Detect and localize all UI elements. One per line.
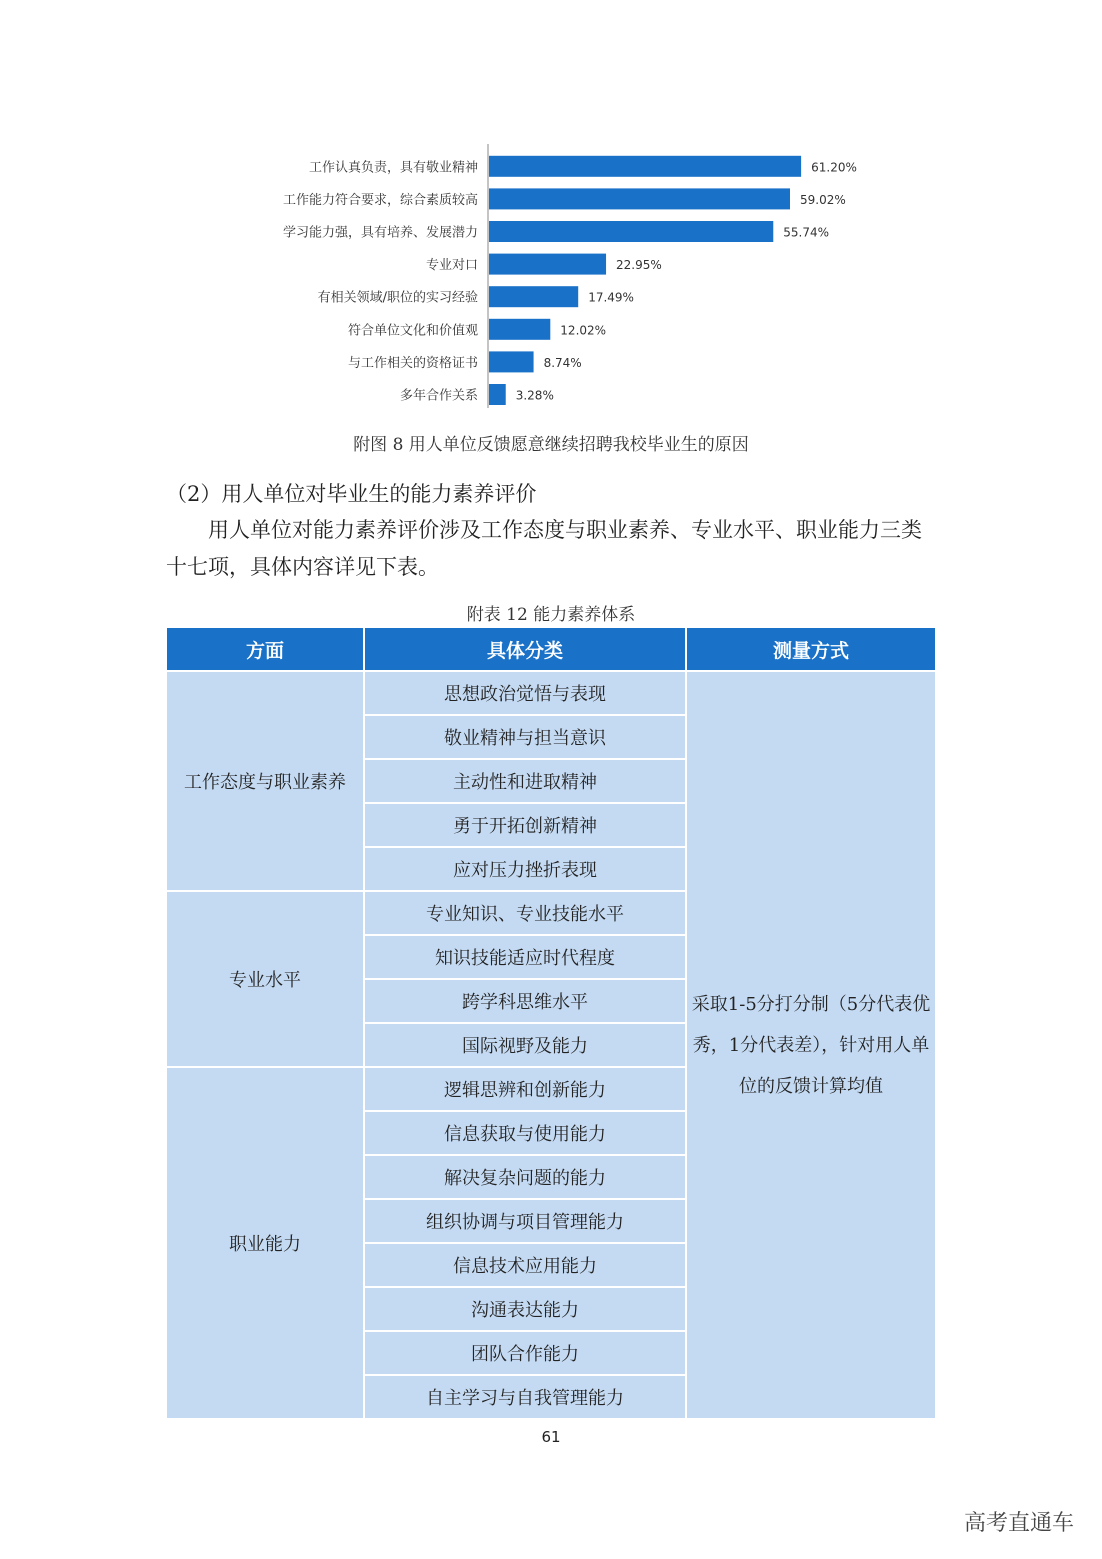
bar	[489, 221, 773, 242]
value-label: 55.74%	[783, 225, 830, 240]
table-header-row	[167, 628, 935, 670]
category-cell: 信息获取与使用能力	[365, 1112, 685, 1154]
value-label: 12.02%	[560, 323, 607, 338]
category-cell: 敬业精神与担当意识	[365, 716, 685, 758]
bar	[489, 351, 534, 372]
table-row	[167, 672, 935, 714]
category-cell: 跨学科思维水平	[365, 980, 685, 1022]
category-label: 专业对口	[425, 258, 478, 274]
aspect-cell: 工作态度与职业素养	[167, 672, 363, 890]
category-label: 与工作相关的资格证书	[347, 355, 478, 371]
category-label: 学习能力强，具有培养、发展潜力	[282, 225, 478, 241]
category-cell: 主动性和进取精神	[365, 760, 685, 802]
reasons-bar-chart	[180, 140, 880, 415]
category-cell: 信息技术应用能力	[365, 1244, 685, 1286]
category-cell: 逻辑思辨和创新能力	[365, 1068, 685, 1110]
category-label: 多年合作关系	[399, 388, 478, 404]
category-cell: 团队合作能力	[365, 1332, 685, 1374]
category-cell: 思想政治觉悟与表现	[365, 672, 685, 714]
category-cell: 自主学习与自我管理能力	[365, 1376, 685, 1418]
bar	[489, 188, 790, 209]
value-label: 59.02%	[800, 192, 846, 207]
aspect-cell: 职业能力	[167, 1068, 363, 1418]
value-label: 22.95%	[616, 258, 662, 273]
category-cell: 应对压力挫折表现	[365, 848, 685, 890]
bar	[489, 384, 506, 405]
body-paragraph: 用人单位对能力素养评价涉及工作态度与职业素养、专业水平、职业能力三类十七项，具体内容详见下表。	[166, 518, 922, 579]
bar	[489, 254, 606, 275]
aspect-cell: 专业水平	[167, 892, 363, 1066]
table-caption: 附表 12 能力素养体系	[466, 605, 636, 625]
category-cell: 国际视野及能力	[365, 1024, 685, 1066]
value-label: 3.28%	[515, 388, 554, 403]
method-cell: 采取1-5分打分制（5分代表优秀，1分代表差），针对用人单位的反馈计算均值	[687, 672, 935, 1418]
ability-table	[165, 626, 937, 1420]
header-category: 具体分类	[365, 628, 685, 670]
value-label: 61.20%	[811, 160, 857, 175]
category-cell: 知识技能适应时代程度	[365, 936, 685, 978]
figure-caption: 附图 8 用人单位反馈愿意继续招聘我校毕业生的原因	[353, 435, 749, 455]
value-label: 8.74%	[543, 355, 582, 370]
category-label: 符合单位文化和价值观	[347, 323, 478, 339]
section-heading: （2）用人单位对毕业生的能力素养评价	[166, 482, 537, 506]
bar	[489, 286, 578, 307]
watermark: 高考直通车	[963, 1511, 1074, 1536]
category-label: 工作认真负责，具有敬业精神	[308, 160, 478, 176]
category-cell: 解决复杂问题的能力	[365, 1156, 685, 1198]
category-cell: 勇于开拓创新精神	[365, 804, 685, 846]
page-number: 61	[541, 1428, 561, 1446]
category-label: 有相关领域/职位的实习经验	[317, 290, 478, 306]
bar	[489, 319, 550, 340]
category-cell: 组织协调与项目管理能力	[365, 1200, 685, 1242]
category-label: 工作能力符合要求，综合素质较高	[282, 192, 478, 208]
category-cell: 沟通表达能力	[365, 1288, 685, 1330]
category-cell: 专业知识、专业技能水平	[365, 892, 685, 934]
header-method: 测量方式	[687, 628, 935, 670]
value-label: 17.49%	[588, 290, 634, 305]
bar	[489, 156, 801, 177]
header-aspect: 方面	[167, 628, 363, 670]
